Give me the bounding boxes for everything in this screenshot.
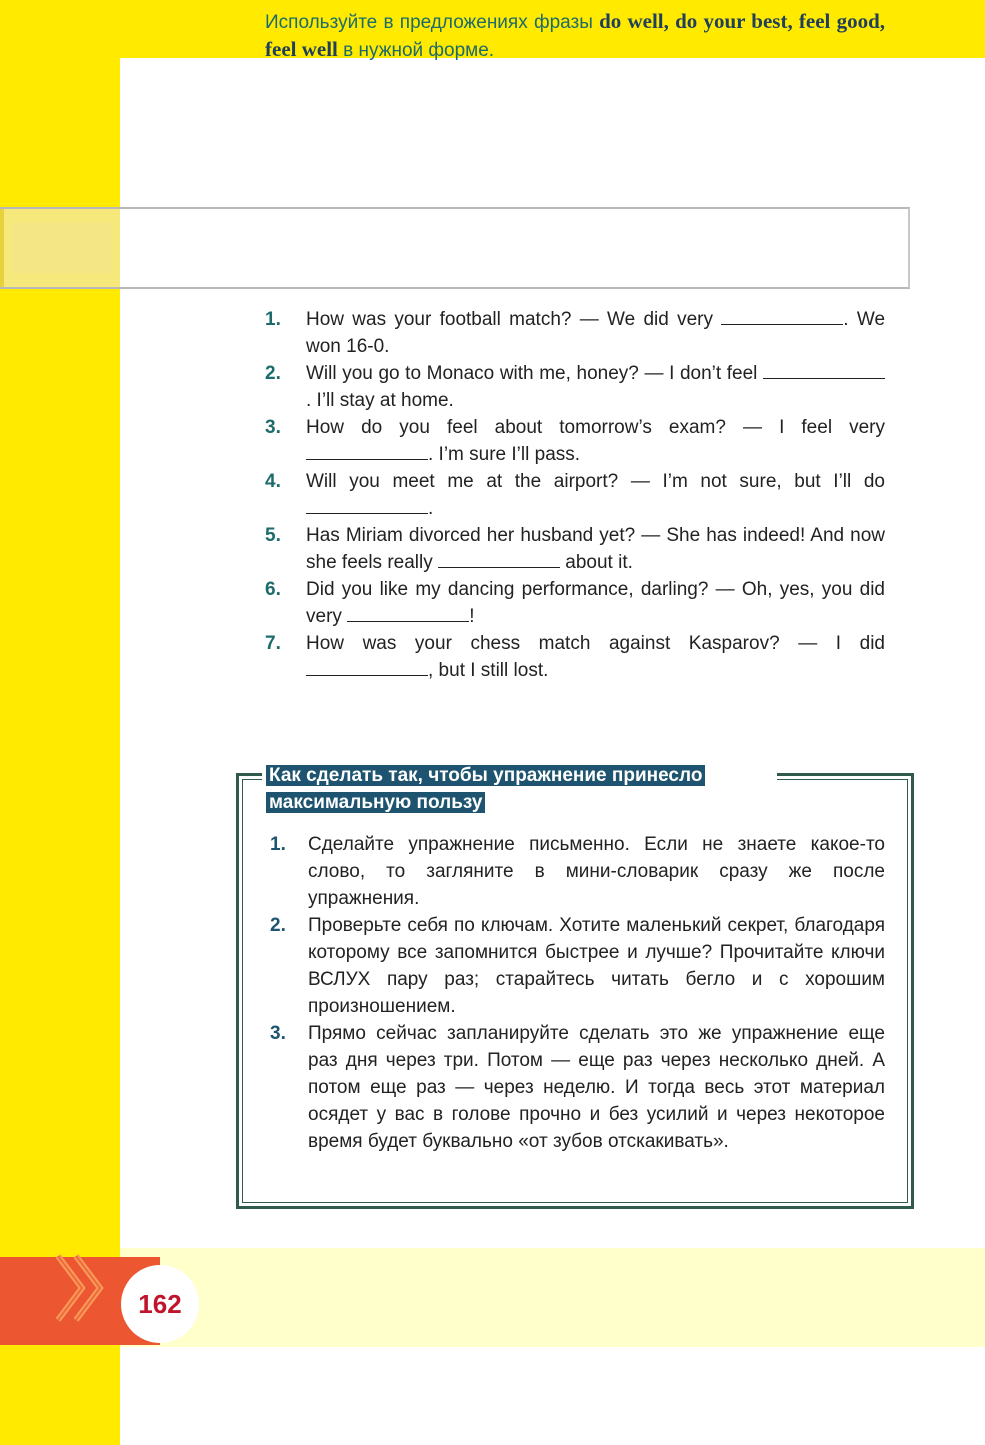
- instruction-text: [265, 8, 885, 64]
- exercise-text-before: Will you meet me at the airport? — I’m not sure, but I’ll do: [306, 471, 885, 492]
- instruction-phrases: do well, do your best, feel good, feel well: [265, 9, 886, 61]
- instruction-tab-marker: [0, 209, 120, 287]
- answer-blank[interactable]: [763, 360, 885, 379]
- exercise-text-after: . I’ll stay at home.: [306, 390, 454, 411]
- tip-item: [270, 831, 885, 912]
- instruction-prefix: Используйте в предложениях фразы: [265, 12, 593, 33]
- tip-item: [270, 1020, 885, 1155]
- tip-number: 2.: [270, 915, 286, 936]
- exercise-number: 2.: [265, 363, 281, 384]
- instruction-suffix: в нужной форме.: [343, 40, 495, 61]
- exercise-text-before: How was your chess match against Kasparov? — I did: [306, 633, 885, 654]
- exercise-text-before: Has Miriam divorced her husband yet? — She has indeed! And now she feels really: [306, 525, 885, 573]
- exercise-number: 5.: [265, 525, 281, 546]
- exercise-item: [265, 576, 885, 630]
- answer-blank[interactable]: [306, 495, 428, 514]
- exercise-number: 4.: [265, 471, 281, 492]
- exercise-item: [265, 306, 885, 360]
- answer-blank[interactable]: [438, 549, 560, 568]
- exercise-number: 1.: [265, 309, 281, 330]
- exercise-item: [265, 630, 885, 684]
- tip-number: 1.: [270, 834, 286, 855]
- tip-item: [270, 912, 885, 1020]
- exercise-text-after: about it.: [560, 552, 633, 573]
- tip-text: Проверьте себя по ключам. Хотите маленький секрет, благодаря которому все запомнится быстрее и лучше? Прочитайте ключи ВСЛУХ пару раз; старайтесь читать бегло и с хорошим произношением.: [308, 915, 885, 1017]
- footer-strip: [120, 1248, 985, 1347]
- answer-blank[interactable]: [347, 603, 469, 622]
- exercise-text-after: !: [469, 606, 475, 627]
- exercise-text-after: , but I still lost.: [428, 660, 549, 681]
- exercise-number: 7.: [265, 633, 281, 654]
- exercise-item: [265, 468, 885, 522]
- tips-title-text: Как сделать так, чтобы упражнение принесло максимальную пользу: [266, 765, 705, 813]
- tip-text: Прямо сейчас запланируйте сделать это же упражнение еще раз дня через три. Потом — еще раз через несколько дней. А потом еще раз — через неделю. И тогда весь этот материал осядет у вас в голове прочно и без усилий и через некоторое время будет буквально «от зубов отскакивать».: [308, 1023, 885, 1152]
- double-chevron-right-icon: [52, 1252, 112, 1324]
- instruction-box: [0, 207, 910, 289]
- tip-text: Сделайте упражнение письменно. Если не знаете какое-то слово, то загляните в мини-словарик сразу же после упражнения.: [308, 834, 885, 909]
- exercise-item: [265, 522, 885, 576]
- answer-blank[interactable]: [306, 657, 428, 676]
- exercise-text-after: . I’m sure I’ll pass.: [428, 444, 581, 465]
- exercise-text-before: Did you like my dancing performance, darling? — Oh, yes, you did very: [306, 579, 885, 627]
- page-number: 162: [138, 1288, 182, 1319]
- exercise-text-after: .: [428, 498, 434, 519]
- answer-blank[interactable]: [306, 441, 428, 460]
- exercise-text-before: How was your football match? — We did very: [306, 309, 713, 330]
- answer-blank[interactable]: [721, 306, 843, 325]
- exercise-number: 6.: [265, 579, 281, 600]
- exercise-list: [265, 306, 885, 684]
- tips-title: [266, 762, 786, 816]
- page-number-badge: [121, 1265, 199, 1343]
- tip-number: 3.: [270, 1023, 286, 1044]
- exercise-item: [265, 360, 885, 414]
- exercise-text-before: How do you feel about tomorrow’s exam? — I feel very: [306, 417, 885, 438]
- exercise-text-before: Will you go to Monaco with me, honey? — I don’t feel: [306, 363, 758, 384]
- exercise-number: 3.: [265, 417, 281, 438]
- tips-list: [270, 831, 885, 1155]
- exercise-item: [265, 414, 885, 468]
- exercise-text-after: . We won 16-0.: [306, 309, 886, 357]
